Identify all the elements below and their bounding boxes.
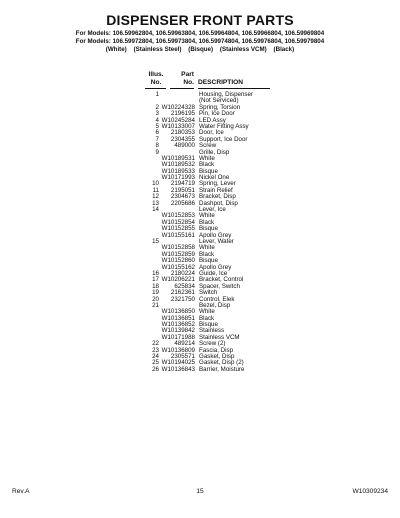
row-part-no: W10189533	[161, 167, 195, 175]
model-color-legend: (White) (Stainless Steel) (Bisque) (Stainless VCM) (Black)	[105, 46, 295, 53]
row-part-no: 2321750	[170, 295, 195, 303]
row-illus-no: 22	[152, 340, 159, 348]
row-part-no: W10245284	[161, 116, 195, 124]
row-description: Stainless	[199, 327, 225, 335]
row-part-no: 2304673	[170, 193, 195, 201]
row-description: Screw (2)	[199, 340, 226, 348]
row-illus-no: 24	[152, 353, 159, 361]
row-part-no: W10171988	[161, 333, 195, 341]
row-part-no: W10189532	[161, 161, 195, 169]
row-description: White	[199, 244, 215, 252]
revision-label: Rev.A	[12, 488, 30, 495]
row-illus-no: 16	[152, 269, 159, 277]
row-part-no: W10152860	[161, 257, 195, 265]
row-description: Nickel One	[199, 174, 230, 182]
row-illus-no: 25	[152, 359, 159, 367]
row-description: Fascia, Disp	[199, 346, 234, 354]
row-illus-no: 10	[152, 180, 159, 188]
page-title: DISPENSER FRONT PARTS	[106, 12, 294, 28]
model-list-line-1: For Models: 106.59962804, 106.59963804, 106.59964804, 106.59966804, 106.59969804	[75, 30, 325, 37]
row-description: Black	[199, 218, 215, 226]
row-illus-no: 18	[152, 282, 159, 290]
row-description: Black	[199, 250, 215, 258]
row-illus-no: 6	[155, 129, 159, 137]
header-part-label: Part	[181, 71, 194, 78]
header-illus-label: Illus.	[148, 71, 164, 78]
row-part-no: W10152853	[161, 212, 195, 220]
header-illus-no-label: No.	[150, 79, 162, 86]
row-description: Apollo Grey	[199, 231, 232, 239]
row-part-no: 2180224	[170, 269, 195, 277]
row-part-no: 2162361	[170, 289, 195, 297]
table-row	[140, 367, 300, 373]
row-part-no: W10171993	[161, 174, 195, 182]
row-illus-no: 15	[152, 237, 159, 245]
row-description: White	[199, 308, 215, 316]
row-description: Spring, Torsion	[199, 103, 241, 111]
row-part-no: 2305571	[170, 353, 195, 361]
row-description: Bezel, Disp	[199, 301, 231, 309]
row-description: Control, Elek	[199, 295, 235, 303]
row-illus-no: 4	[155, 116, 159, 124]
row-illus-no: 5	[155, 122, 159, 130]
row-description: White	[199, 212, 215, 220]
header-part-no-label: No.	[183, 79, 194, 86]
row-illus-no: 26	[152, 365, 159, 373]
row-description: Black	[199, 314, 215, 322]
row-illus-no: 11	[152, 186, 159, 194]
row-illus-no: 8	[155, 142, 159, 150]
row-part-no: W10155161	[161, 231, 195, 239]
row-part-no: W10139842	[161, 327, 195, 335]
row-description: LED Assy	[199, 116, 226, 124]
row-illus-no: 13	[152, 199, 159, 207]
row-description: Spacer, Switch	[199, 282, 240, 290]
row-part-no: 2195051	[170, 186, 195, 194]
row-illus-no: 12	[152, 193, 159, 201]
row-description: Spring, Lever	[199, 180, 236, 188]
row-description: Strain Relief	[199, 186, 233, 194]
row-part-no: W10224328	[161, 103, 195, 111]
row-description: Bisque	[199, 257, 218, 265]
row-part-no: 2205686	[170, 199, 195, 207]
row-part-no: W10133007	[161, 122, 195, 130]
row-part-no: W10136809	[161, 346, 195, 354]
row-description: Black	[199, 161, 215, 169]
header-rule-part	[170, 88, 194, 89]
parts-table	[140, 92, 300, 373]
row-illus-no: 1	[155, 91, 159, 98]
row-description: (Not Serviced)	[199, 97, 239, 105]
row-part-no: W10152855	[161, 225, 195, 233]
row-description: Bracket, Disp	[199, 193, 236, 201]
row-description: Apollo Grey	[199, 263, 232, 271]
row-illus-no: 21	[152, 301, 159, 309]
header-rule-description	[198, 88, 270, 89]
row-description: White	[199, 154, 215, 162]
row-illus-no: 14	[152, 206, 159, 214]
row-description: Bracket, Control	[199, 276, 244, 284]
header-description: DESCRIPTION	[198, 79, 244, 86]
row-description: Water Fitting Assy	[199, 122, 249, 130]
row-illus-no: 9	[155, 148, 159, 156]
header-illus-no	[144, 71, 168, 87]
row-description: Pin, Ice Door	[199, 110, 235, 118]
row-description: Housing, Dispenser	[199, 91, 253, 98]
row-description: Bisque	[199, 167, 218, 175]
row-description: Door, Ice	[199, 129, 224, 137]
row-illus-no: 19	[152, 289, 159, 297]
row-part-no: W10152858	[161, 244, 195, 252]
row-description: Lever, Water	[199, 237, 234, 245]
row-part-no: W10155162	[161, 263, 195, 271]
row-description: Dashpot, Disp	[199, 199, 238, 207]
row-part-no: 489000	[174, 142, 195, 150]
row-description: Bisque	[199, 321, 218, 329]
row-part-no: W10194025	[161, 359, 195, 367]
row-description: Gasket, Disp	[199, 353, 235, 361]
row-part-no: W10136852	[161, 321, 195, 329]
model-list-line-2: For Models: 106.59972804, 106.59973804, 106.59974804, 106.59976804, 106.59979804	[75, 38, 325, 45]
header-part-no	[168, 71, 194, 87]
row-part-no: 2304355	[170, 135, 195, 143]
row-description: Stainless VCM	[199, 333, 240, 341]
row-description: Grille, Disp	[199, 148, 230, 156]
header-rule-illus	[145, 88, 166, 89]
row-part-no: 2180353	[170, 129, 195, 137]
row-part-no: 489214	[174, 340, 195, 348]
row-description: Lever, Ice	[199, 206, 226, 214]
row-description: Support, Ice Door	[199, 135, 248, 143]
row-part-no: W10206221	[161, 276, 195, 284]
row-illus-no: 7	[155, 135, 159, 143]
row-description: Switch	[199, 289, 218, 297]
row-part-no: 2194719	[170, 180, 195, 188]
row-part-no: W10136843	[161, 365, 195, 373]
row-part-no: W10152854	[161, 218, 195, 226]
document-number: W10309234	[352, 488, 388, 495]
row-illus-no: 20	[152, 295, 159, 303]
row-description: Barrier, Moisture	[199, 365, 245, 373]
row-part-no: 625834	[174, 282, 195, 290]
row-description: Screw	[199, 142, 217, 150]
row-part-no: W10136851	[161, 314, 195, 322]
row-part-no: W10152859	[161, 250, 195, 258]
row-description: Bisque	[199, 225, 218, 233]
row-description: Gasket, Disp (2)	[199, 359, 244, 367]
row-illus-no: 23	[152, 346, 159, 354]
row-illus-no: 2	[155, 103, 159, 111]
row-illus-no: 3	[155, 110, 159, 118]
row-part-no: W10136850	[161, 308, 195, 316]
page-number: 15	[196, 488, 204, 495]
row-part-no: 2196195	[170, 110, 195, 118]
row-description: Guide, Ice	[199, 269, 228, 277]
row-illus-no: 17	[152, 276, 159, 284]
row-part-no: W10189531	[161, 154, 195, 162]
